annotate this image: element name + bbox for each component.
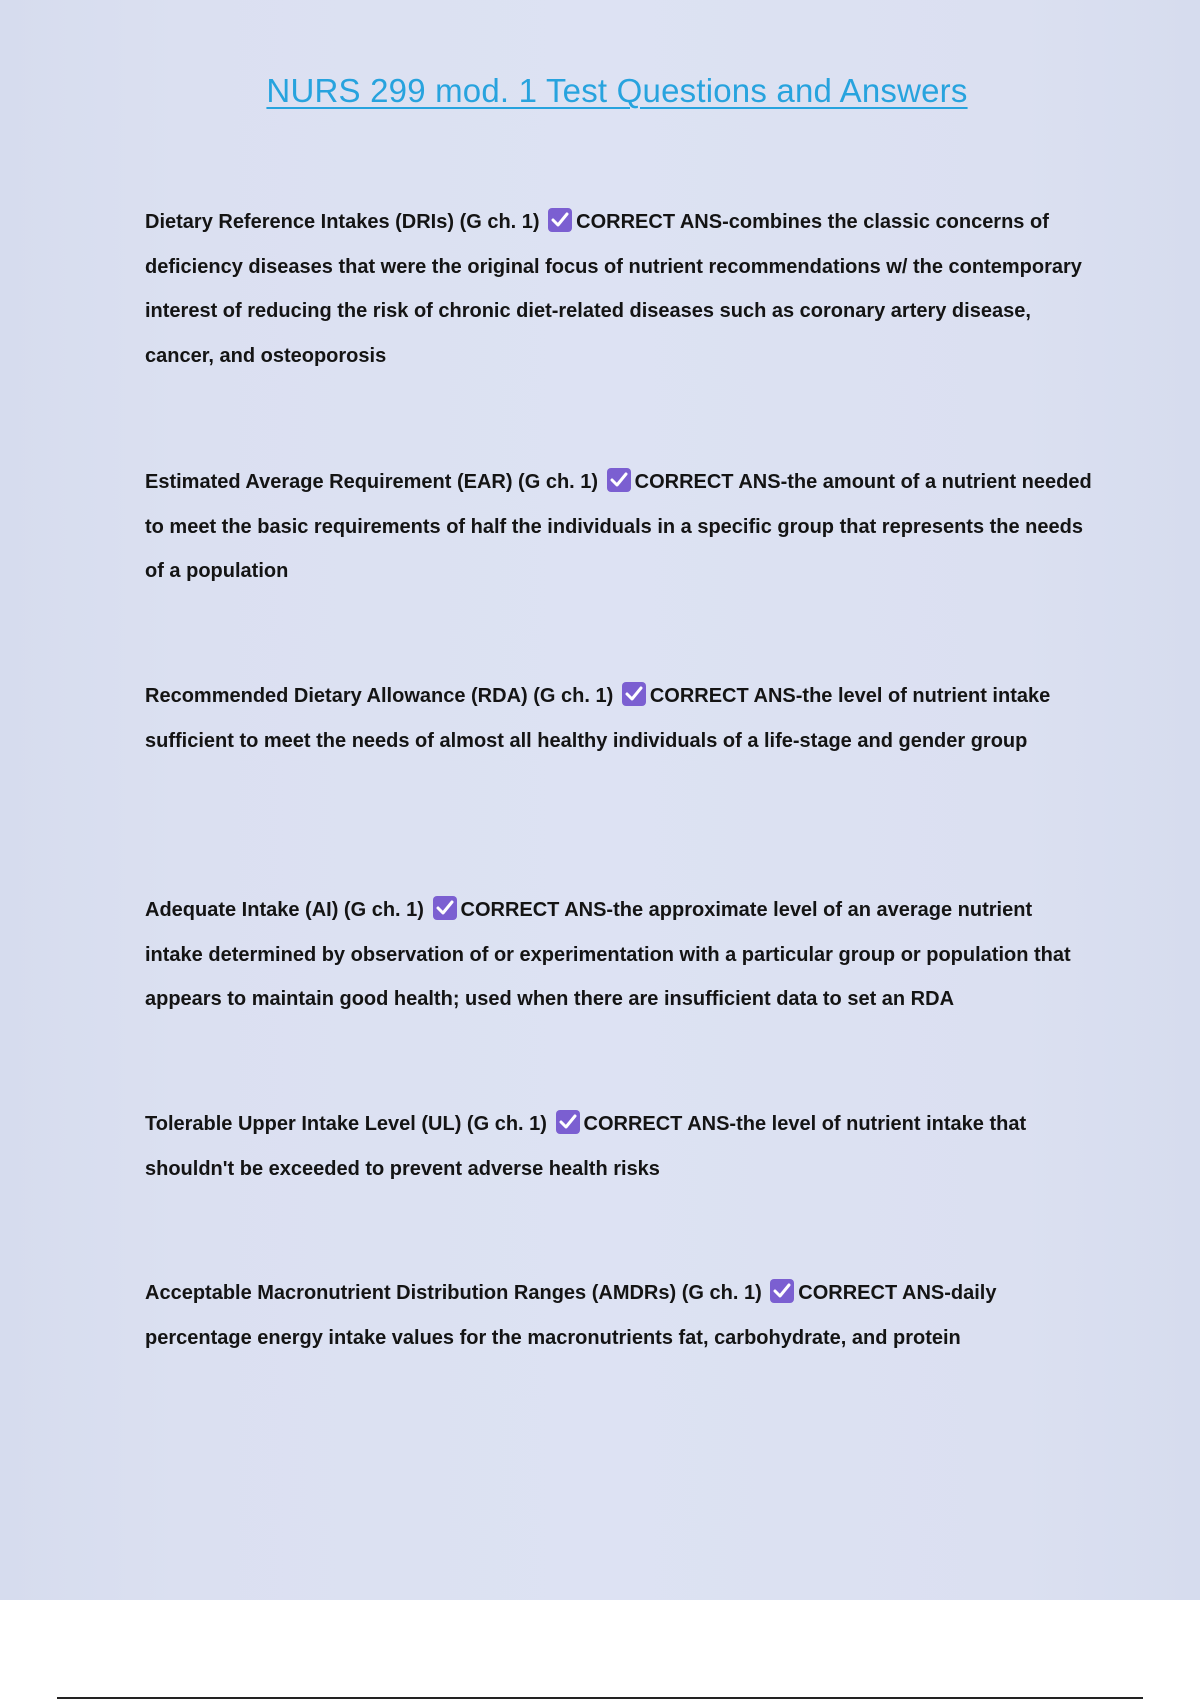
answer-prefix: CORRECT ANS- — [576, 211, 729, 233]
qa-term: Acceptable Macronutrient Distribution Ranges (AMDRs) (G ch. 1) — [145, 1282, 762, 1304]
answer-prefix: CORRECT ANS- — [634, 471, 788, 493]
qa-term: Tolerable Upper Intake Level (UL) (G ch. 1) — [145, 1113, 547, 1135]
qa-term: Adequate Intake (AI) (G ch. 1) — [145, 899, 424, 921]
document-title: NURS 299 mod. 1 Test Questions and Answers — [266, 72, 968, 109]
qa-item — [145, 1271, 1095, 1360]
qa-term: Estimated Average Requirement (EAR) (G ch. 1) — [145, 471, 599, 493]
qa-item — [145, 200, 1095, 378]
checkbox-checked-icon — [433, 896, 457, 920]
checkbox-checked-icon — [622, 682, 646, 706]
answer-prefix: CORRECT ANS- — [649, 685, 803, 707]
checkbox-checked-icon — [770, 1279, 794, 1303]
answer-prefix: CORRECT ANS- — [583, 1113, 737, 1135]
answer-prefix: CORRECT ANS- — [460, 899, 614, 921]
qa-answer: the level of nutrient intake sufficient to meet the needs of almost all healthy individuals of a life-stage and gender group — [145, 685, 1051, 752]
qa-term: Recommended Dietary Allowance (RDA) (G ch. 1) — [145, 685, 614, 707]
qa-item — [145, 460, 1095, 594]
qa-answer: the level of nutrient intake that shouldn't be exceeded to prevent adverse health risks — [145, 1113, 1027, 1180]
qa-answer: the amount of a nutrient needed to meet the basic requirements of half the individuals in a specific group that represents the needs of a population — [145, 471, 1092, 582]
checkbox-checked-icon — [548, 208, 572, 232]
answer-prefix: CORRECT ANS- — [798, 1282, 951, 1304]
qa-item — [145, 1102, 1095, 1191]
footer-divider — [57, 1697, 1143, 1699]
qa-answer: daily percentage energy intake values for the macronutrients fat, carbohydrate, and protein — [145, 1282, 997, 1349]
qa-answer: combines the classic concerns of deficiency diseases that were the original focus of nutrient recommendations w/ the contemporary interest of reducing the risk of chronic diet-related diseases such as coronary artery disease, cancer, and osteoporosis — [145, 211, 1082, 367]
checkbox-checked-icon — [556, 1110, 580, 1134]
qa-item — [145, 674, 1095, 763]
qa-item — [145, 888, 1095, 1022]
checkbox-checked-icon — [607, 468, 631, 492]
qa-term: Dietary Reference Intakes (DRIs) (G ch. 1) — [145, 211, 540, 233]
qa-answer: the approximate level of an average nutrient intake determined by observation of or experimentation with a particular group or population that appears to maintain good health; used when there are insufficient data to set an RDA — [145, 899, 1071, 1010]
